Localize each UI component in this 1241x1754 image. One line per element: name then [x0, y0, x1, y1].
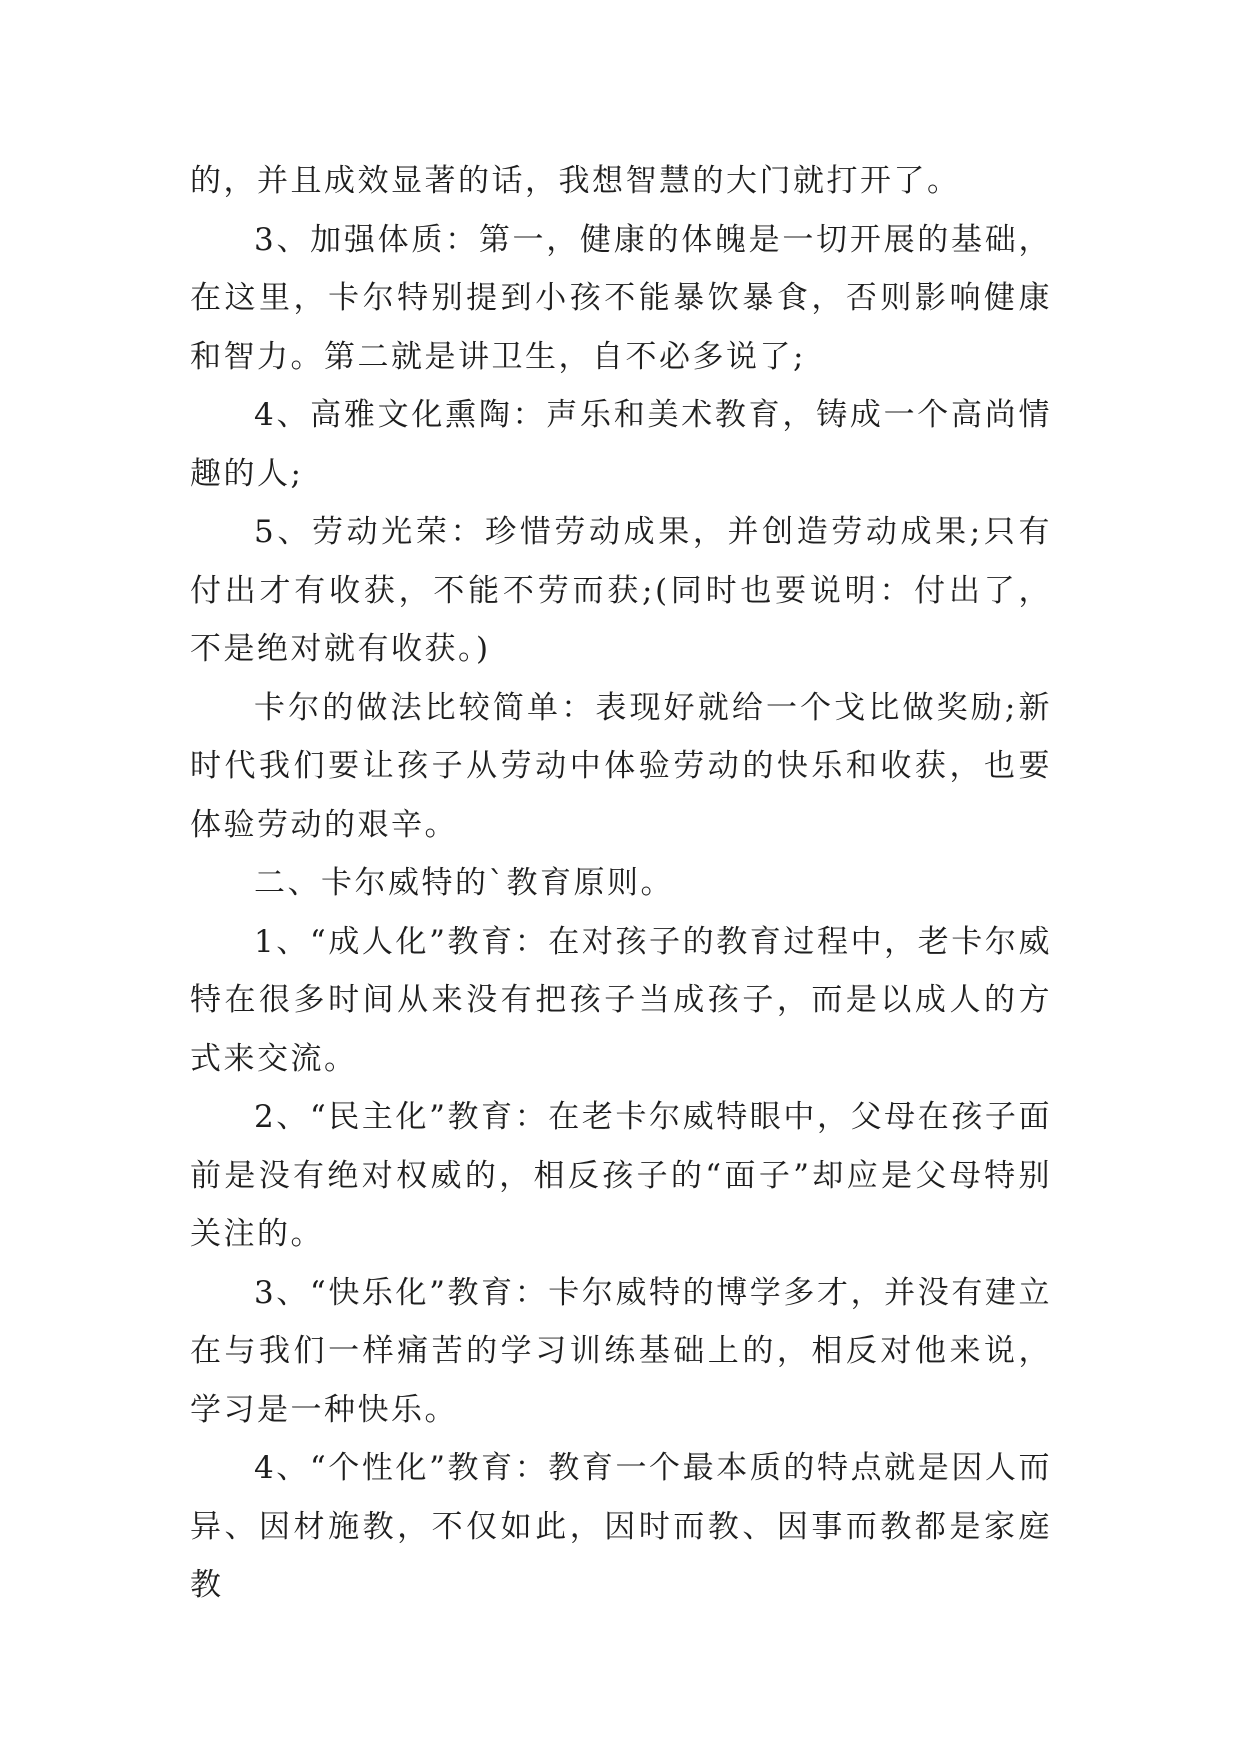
section-heading: 二、卡尔威特的`教育原则。 [254, 865, 674, 901]
paragraph-10: 4、“个性化”教育：教育一个最本质的特点就是因人而异、因材施教，不仅如此，因时而教、因事而教都是家庭教 [190, 1450, 1052, 1603]
paragraph-7: 1、“成人化”教育：在对孩子的教育过程中，老卡尔威特在很多时间从来没有把孩子当成孩子，而是以成人的方式来交流。 [190, 923, 1052, 1077]
paragraph-3: 4、高雅文化熏陶：声乐和美术教育，铸成一个高尚情趣的人; [190, 397, 1052, 492]
paragraph-2: 3、加强体质：第一，健康的体魄是一切开展的基础，在这里，卡尔特别提到小孩不能暴饮暴食，否则影响健康和智力。第二就是讲卫生，自不必多说了; [190, 221, 1052, 375]
paragraph-8: 2、“民主化”教育：在老卡尔威特眼中，父母在孩子面前是没有绝对权威的，相反孩子的“面子”却应是父母特别关注的。 [190, 1099, 1052, 1252]
paragraph-1: 的，并且成效显著的话，我想智慧的大门就打开了。 [190, 163, 961, 199]
paragraph-4: 5、劳动光荣：珍惜劳动成果，并创造劳动成果;只有付出才有收获，不能不劳而获;(同时也要说明：付出了，不是绝对就有收获。) [190, 514, 1052, 667]
paragraph-9: 3、“快乐化”教育：卡尔威特的博学多才，并没有建立在与我们一样痛苦的学习训练基础上的，相反对他来说，学习是一种快乐。 [190, 1274, 1052, 1428]
paragraph-5: 卡尔的做法比较简单：表现好就给一个戈比做奖励;新时代我们要让孩子从劳动中体验劳动的快乐和收获，也要体验劳动的艰辛。 [190, 689, 1052, 843]
document-body [190, 152, 1052, 1615]
